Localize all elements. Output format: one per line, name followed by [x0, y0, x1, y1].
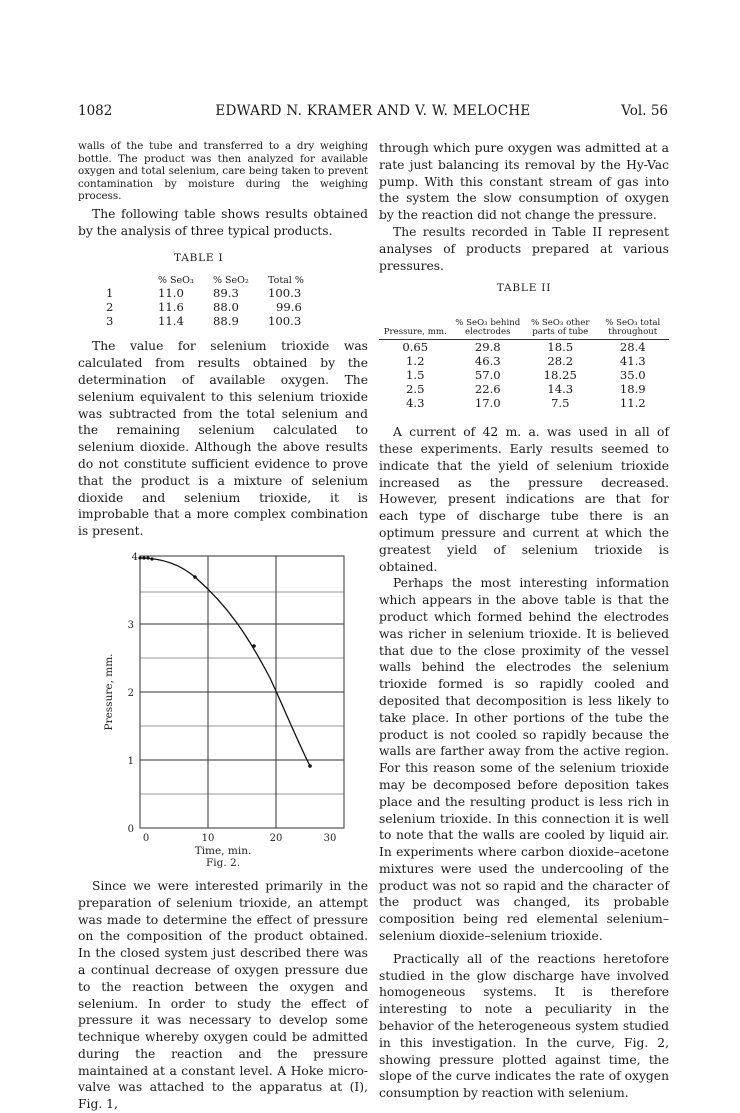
cell: 18.9: [619, 382, 646, 397]
pressure-time-plot: [78, 548, 368, 868]
table-row: [379, 396, 669, 410]
cell: 11.4: [158, 314, 184, 329]
right-column: [379, 140, 669, 1102]
table-caption: TABLE I: [174, 251, 224, 264]
paragraph: The results recorded in Table II represent analyses of products prepared at various pressures.: [379, 224, 669, 273]
paragraph: Perhaps the most interesting information which appears in the above table is that the product which formed behind the electrodes was richer in selenium trioxide. It is believed that due to the close proximity of the vessel walls behind the electrodes the selenium trioxide formed is so rapidly cooled and deposited that decomposition is less likely to take place. In other portions of the tube the product is not cooled so rapidly because the walls are farther away from the active region. For this reason some of the selenium trioxide may be decomposed before deposition takes place and the resulting product is less rich in selenium trioxide. In this connection it is well to note that the walls are cooled by liquid air. In experiments where carbon dioxide–acetone mixtures were used the undercooling of the product was not so rapid and the character of the product was changed, its probable composition being red elemental selenium–selenium dioxide–selenium trioxide.: [379, 576, 669, 944]
header-cell: Total %: [268, 274, 304, 286]
y-ticks: [128, 552, 138, 835]
cell: 0.65: [402, 340, 429, 355]
paragraph: walls of the tube and transferred to a dry weighing bottle. The product was then analyzed for available oxygen and total selenium, care being taken to prevent contamination by moisture during the weighing process.: [78, 140, 368, 203]
cell: 35.0: [619, 368, 646, 383]
cell: 1: [106, 286, 114, 301]
cell: 3: [106, 314, 114, 329]
table-row: [106, 300, 328, 314]
left-column: [78, 140, 368, 1113]
page-header: [78, 103, 668, 123]
cell: 2: [106, 300, 114, 315]
figure-caption: Fig. 2.: [205, 856, 241, 868]
cell: 29.8: [474, 340, 501, 355]
x-tick-label: 30: [323, 832, 337, 844]
volume-label: Vol. 56: [621, 103, 668, 119]
y-tick-label: 1: [127, 755, 134, 767]
y-tick-label: 3: [127, 619, 134, 631]
cell: 100.3: [268, 314, 302, 329]
cell: 1.5: [406, 368, 425, 383]
data-point: [308, 764, 312, 768]
page-number: 1082: [78, 103, 113, 119]
table-caption: TABLE II: [496, 282, 552, 295]
header-cell: % SeO₂: [213, 274, 249, 286]
cell: 11.2: [619, 396, 646, 411]
cell: 41.3: [619, 354, 646, 369]
cell: 7.5: [551, 396, 570, 411]
header-cell: % SeO₃ other parts of tube: [524, 301, 597, 340]
y-tick-label: 0: [127, 823, 134, 835]
paragraph: Practically all of the reactions heretofore studied in the glow discharge have involved homogeneous systems. It is therefore interesting to note a peculiarity in the behavior of the heterogeneous system studied in this investigation. In the curve, Fig. 2, showing pressure plotted against time, the slope of the curve indicates the rate of oxygen consumption by reaction with selenium.: [379, 951, 669, 1101]
cell: 14.3: [547, 382, 574, 397]
cell: 11.0: [158, 286, 184, 301]
paragraph: Since we were interested primarily in the preparation of selenium trioxide, an attempt was made to determine the effect of pressure on the composition of the product obtained. In the closed system just described there was a continual decrease of oxygen pressure due to the reaction between the oxygen and selenium. In order to study the effect of pressure it was necessary to develop some technique whereby oxygen could be admitted during the reaction and the pressure maintained at a constant level. A Hoke micro-valve was attached to the apparatus at (I), Fig. 1,: [78, 878, 368, 1112]
header-cell: [106, 274, 158, 286]
cell: 22.6: [474, 382, 501, 397]
y-axis-label: Pressure, mm.: [103, 653, 115, 731]
cell: 99.6: [276, 300, 302, 315]
cell: 2.5: [406, 382, 425, 397]
header-cell: % SeO₃ behind electrodes: [452, 301, 525, 340]
table-2: [379, 280, 669, 410]
table-row: [379, 368, 669, 382]
cell: 18.5: [547, 340, 574, 355]
cell: 100.3: [268, 286, 302, 301]
x-tick-label: 10: [201, 832, 215, 844]
table-row: [106, 286, 328, 300]
figure-2: [78, 548, 368, 868]
table-row: [106, 314, 328, 328]
cell: 17.0: [474, 396, 501, 411]
y-tick-label: 2: [127, 687, 134, 699]
paragraph: The following table shows results obtained by the analysis of three typical products.: [78, 206, 368, 238]
cell: 4.3: [406, 396, 425, 411]
table-header-row: [106, 274, 328, 286]
data-points: [138, 556, 311, 767]
data-point: [138, 556, 141, 559]
table-1: [78, 250, 368, 329]
running-title: EDWARD N. KRAMER AND V. W. MELOCHE: [215, 103, 531, 119]
pressure-curve: [140, 558, 310, 766]
cell: 11.6: [158, 300, 184, 315]
x-tick-label: 0: [142, 832, 150, 844]
data-point: [142, 556, 145, 559]
header-cell: % SeO₃ total throughout: [597, 301, 670, 340]
cell: 18.25: [543, 368, 577, 383]
paragraph: through which pure oxygen was admitted at a rate just balancing its removal by the Hy-Vac pump. With this constant stream of gas into the system the slow consumption of oxygen by the reaction did not change the pressure.: [379, 141, 669, 223]
cell: 88.0: [213, 300, 239, 315]
x-axis-label: Time, min.: [194, 844, 252, 857]
data-point: [146, 556, 149, 559]
y-tick-label: 4: [131, 551, 138, 563]
cell: 1.2: [406, 354, 425, 369]
cell: 46.3: [474, 354, 501, 369]
table-row: [379, 340, 669, 355]
data-point: [150, 557, 153, 560]
table: [379, 301, 669, 410]
x-ticks: [143, 833, 337, 844]
table-header-row: [379, 301, 669, 340]
cell: 89.3: [213, 286, 239, 301]
cell: 88.9: [213, 314, 239, 329]
table-row: [379, 382, 669, 396]
cell: 57.0: [474, 368, 501, 383]
data-point: [193, 575, 197, 579]
paragraph: The value for selenium trioxide was calculated from results obtained by the determination of available oxygen. The selenium equivalent to this selenium trioxide was subtracted from the total selenium and the remaining selenium calculated to selenium dioxide. Although the above results do not constitute sufficient evidence to prove that the product is a mixture of selenium dioxide and selenium trioxide, it is improbable that a more complex combination is present.: [78, 339, 368, 539]
paragraph: A current of 42 m. a. was used in all of these experiments. Early results seemed to indicate that the yield of selenium trioxide increased as the pressure decreased. However, present indications are that for each type of discharge tube there is an optimum pressure and current at which the greatest yield of selenium trioxide is obtained.: [379, 425, 669, 574]
data-point: [252, 644, 256, 648]
header-cell: % SeO₃: [158, 274, 194, 286]
table-row: [379, 354, 669, 368]
x-tick-label: 20: [269, 832, 283, 844]
cell: 28.4: [619, 340, 646, 355]
header-cell: Pressure, mm.: [379, 301, 452, 340]
cell: 28.2: [547, 354, 574, 369]
plot-grid: [140, 556, 344, 828]
table: [106, 274, 328, 328]
